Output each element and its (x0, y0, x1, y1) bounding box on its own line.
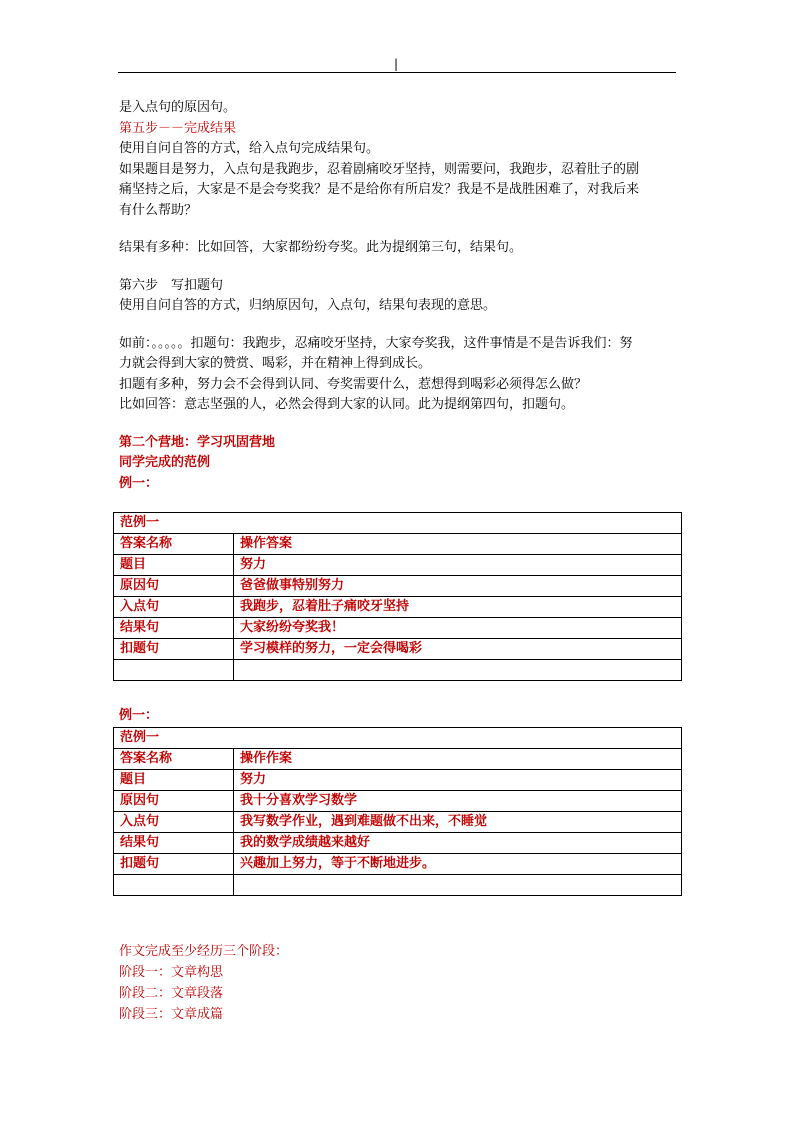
table-cell: 爸爸做事特别努力 (234, 576, 682, 597)
table-cell (114, 660, 234, 681)
table-cell: 结果句 (114, 833, 234, 854)
table-cell: 操作答案 (234, 534, 682, 555)
table-row (114, 875, 682, 896)
table-cell (234, 660, 682, 681)
section2-subtitle: 同学完成的范例 (119, 455, 211, 470)
text-line: 使用自问自答的方式，给入点句完成结果句。 (119, 141, 380, 156)
example-table-2 (113, 727, 682, 896)
spacer (119, 259, 689, 276)
table-row (114, 576, 682, 597)
body-text (119, 98, 689, 494)
table-cell: 答案名称 (114, 534, 234, 555)
stages-block (119, 941, 288, 1025)
text-line: 结果有多种：比如回答，大家都纷纷夸奖。此为提纲第三句，结果句。 (119, 240, 523, 255)
table-caption-row (114, 728, 682, 749)
table-cell: 原因句 (114, 791, 234, 812)
text-line: 力就会得到大家的赞赏、喝彩，并在精神上得到成长。 (119, 356, 432, 371)
text-line: 是入点句的原因句。 (119, 100, 237, 115)
table-cell: 努力 (234, 770, 682, 791)
table-cell: 我跑步，忍着肚子痛咬牙坚持 (234, 597, 682, 618)
table-cell: 题目 (114, 770, 234, 791)
table-cell: 兴趣加上努力，等于不断地进步。 (234, 854, 682, 875)
table-row (114, 791, 682, 812)
table-cell: 操作作案 (234, 749, 682, 770)
stage-item: 阶段三：文章成篇 (119, 1007, 224, 1022)
table-row (114, 660, 682, 681)
section2-title: 第二个营地：学习巩固营地 (119, 434, 276, 450)
table-row (114, 749, 682, 770)
text-line: 有什么帮助？ (119, 202, 198, 218)
example-table-1 (113, 512, 682, 681)
table-row (114, 597, 682, 618)
table-caption: 范例一 (114, 513, 682, 534)
table-row (114, 639, 682, 660)
table-cell: 我十分喜欢学习数学 (234, 791, 682, 812)
header-rule (118, 72, 676, 73)
table-cell: 努力 (234, 555, 682, 576)
table-cell: 扣题句 (114, 639, 234, 660)
table-row (114, 555, 682, 576)
table-row (114, 618, 682, 639)
table-cell: 我写数学作业，遇到难题做不出来，不睡觉 (234, 812, 682, 833)
text-line: 比如回答：意志坚强的人，必然会得到大家的认同。此为提纲第四句，扣题句。 (119, 397, 575, 412)
step6-heading: 第六步 写扣题句 (119, 277, 224, 293)
table-cell: 题目 (114, 555, 234, 576)
spacer (119, 221, 689, 238)
table-cell (234, 875, 682, 896)
table-row (114, 534, 682, 555)
table-cell (114, 875, 234, 896)
stages-intro: 作文完成至少经历三个阶段： (119, 944, 289, 959)
step5-heading: 第五步－－完成结果 (119, 120, 237, 136)
table-row (114, 812, 682, 833)
table-cell: 学习模样的努力，一定会得喝彩 (234, 639, 682, 660)
table-cell: 入点句 (114, 597, 234, 618)
stage-item: 阶段一：文章构思 (119, 965, 224, 980)
text-line: 痛坚持之后，大家是不是会夸奖我？是不是给你有所启发？我是不是战胜困难了，对我后来 (119, 182, 640, 197)
header-mark: | (394, 57, 399, 71)
table-cell: 结果句 (114, 618, 234, 639)
spacer (119, 416, 689, 433)
table-cell: 扣题句 (114, 854, 234, 875)
table-row (114, 770, 682, 791)
table-cell: 原因句 (114, 576, 234, 597)
table-caption-row (114, 513, 682, 534)
table-caption: 范例一 (114, 728, 682, 749)
text-line: 使用自问自答的方式，归纳原因句，入点句，结果句表现的意思。 (119, 298, 497, 313)
table-cell: 答案名称 (114, 749, 234, 770)
text-line: 如前：。。。。。扣题句：我跑步，忍痛咬牙坚持，大家夸奖我，这件事情是不是告诉我们：努 (119, 335, 633, 351)
example1-label: 例一： (119, 475, 159, 491)
spacer (119, 317, 689, 334)
table-cell: 我的数学成绩越来越好 (234, 833, 682, 854)
text-line: 如果题目是努力，入点句是我跑步，忍着剧痛咬牙坚持，则需要问，我跑步，忍着肚子的剧 (119, 161, 640, 177)
table-cell: 入点句 (114, 812, 234, 833)
table-row (114, 854, 682, 875)
stage-item: 阶段二：文章段落 (119, 986, 224, 1001)
table-cell: 大家纷纷夸奖我！ (234, 618, 682, 639)
table-row (114, 833, 682, 854)
text-line: 扣题有多种，努力会不会得到认同、夸奖需要什么，惹想得到喝彩必须得怎么做？ (119, 376, 588, 392)
example2-label: 例一： (119, 708, 159, 723)
